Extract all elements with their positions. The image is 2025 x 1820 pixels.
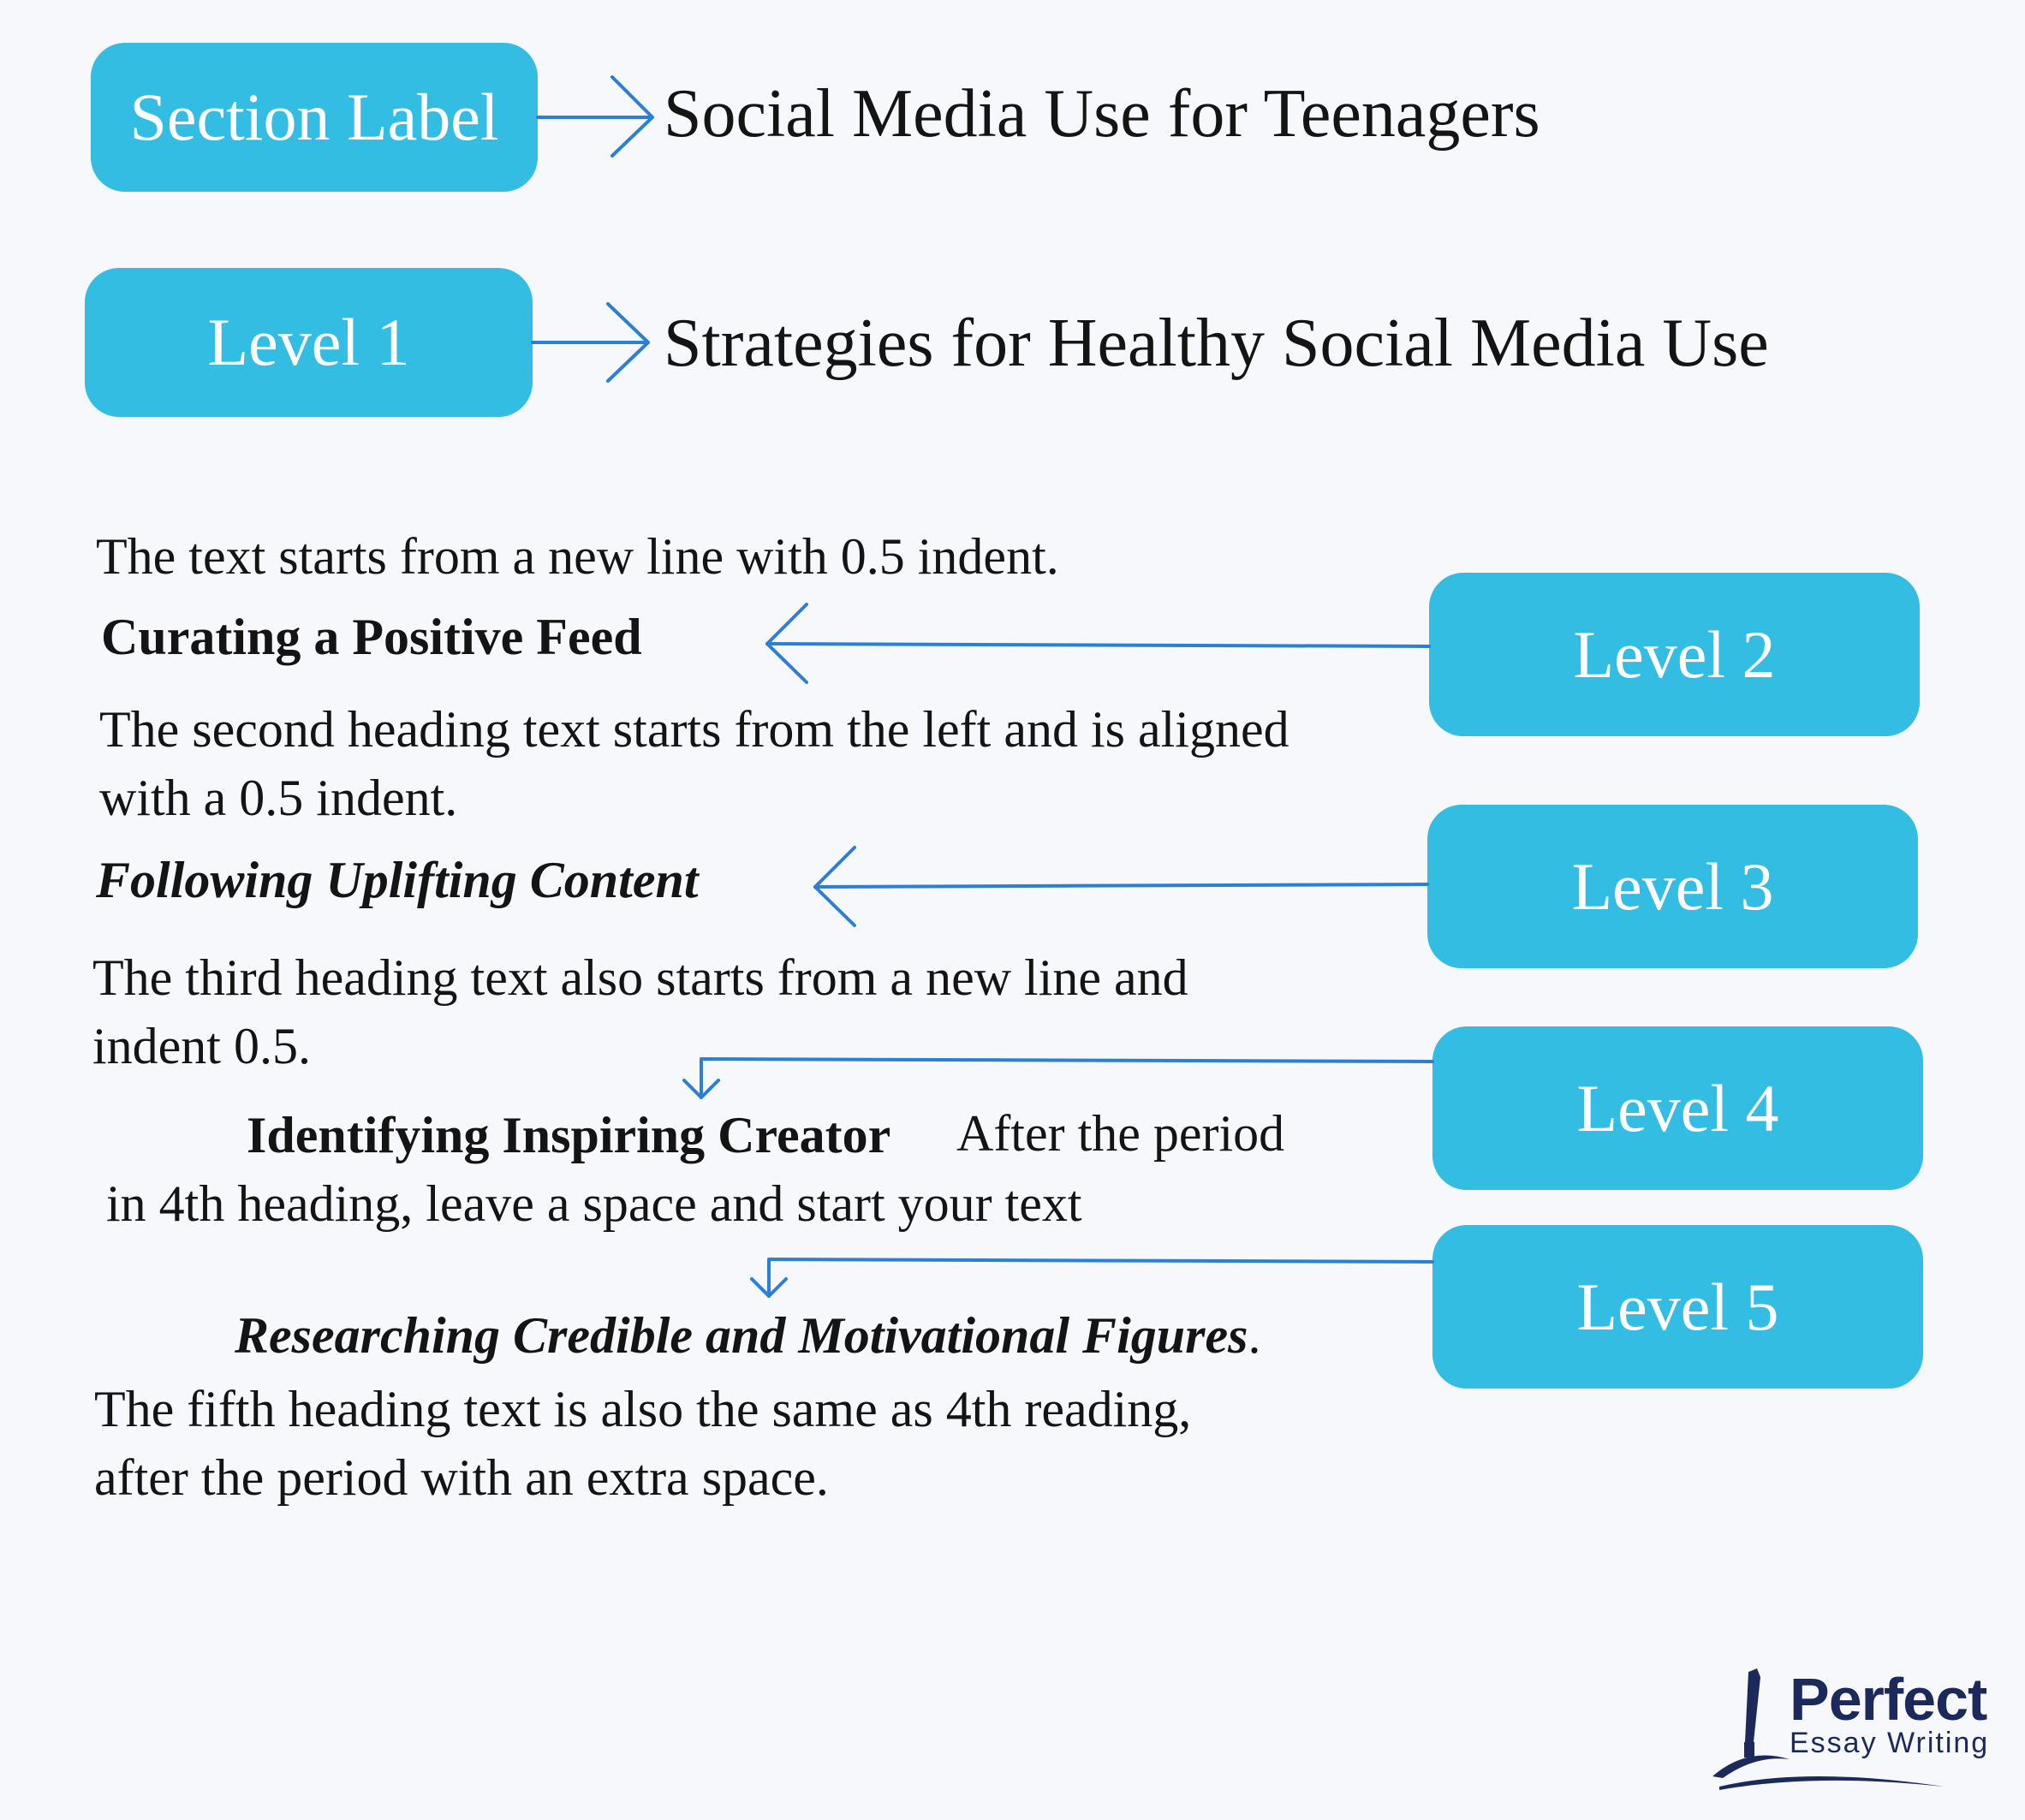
level-4-note-line-2: in 4th heading, leave a space and start your text [106,1175,1082,1232]
level-3-desc-line-1: The third heading text also starts from a new line and [92,949,1188,1006]
level-5-desc-line-1: The fifth heading text is also the same as 4th reading, [94,1381,1192,1437]
logo-name: Perfect [1790,1666,1987,1733]
level-1-label: Level 1 [207,305,410,379]
level-4-arrow [701,1059,1432,1097]
level-3-heading: Following Uplifting Content [96,852,699,908]
level-5-desc-line-2: after the period with an extra space. [94,1449,829,1506]
perfect-essay-writing-logo [1704,1665,1995,1793]
level-1-title: Strategies for Healthy Social Media Use [664,306,1769,381]
section-title: Social Media Use for Teenagers [664,76,1540,152]
level-5-label: Level 5 [1576,1269,1779,1344]
intro-text: The text starts from a new line with 0.5 indent. [96,528,1059,585]
level-5-period: . [1248,1307,1261,1364]
level-3-label: Level 3 [1571,848,1774,924]
level-2-arrow [767,644,1429,646]
logo-tagline: Essay Writing [1790,1727,1990,1759]
level-4-label: Level 4 [1576,1070,1779,1145]
level-2-heading: Curating a Positive Feed [101,609,642,665]
level-5-arrow [769,1259,1432,1296]
level-4-heading: Identifying Inspiring Creator [247,1107,891,1163]
section-label-text: Section Label [129,80,499,154]
level-2-desc-line-2: with a 0.5 indent. [99,770,458,826]
level-3-desc-line-2: indent 0.5. [92,1018,311,1074]
level-2-desc-line-1: The second heading text starts from the left and is aligned [99,701,1289,758]
level-5-heading-text: Researching Credible and Motivational Figures [235,1307,1248,1364]
level-4-note-line-1: After the period [956,1105,1285,1162]
level-3-arrow [815,884,1427,887]
level-2-label: Level 2 [1573,616,1776,692]
